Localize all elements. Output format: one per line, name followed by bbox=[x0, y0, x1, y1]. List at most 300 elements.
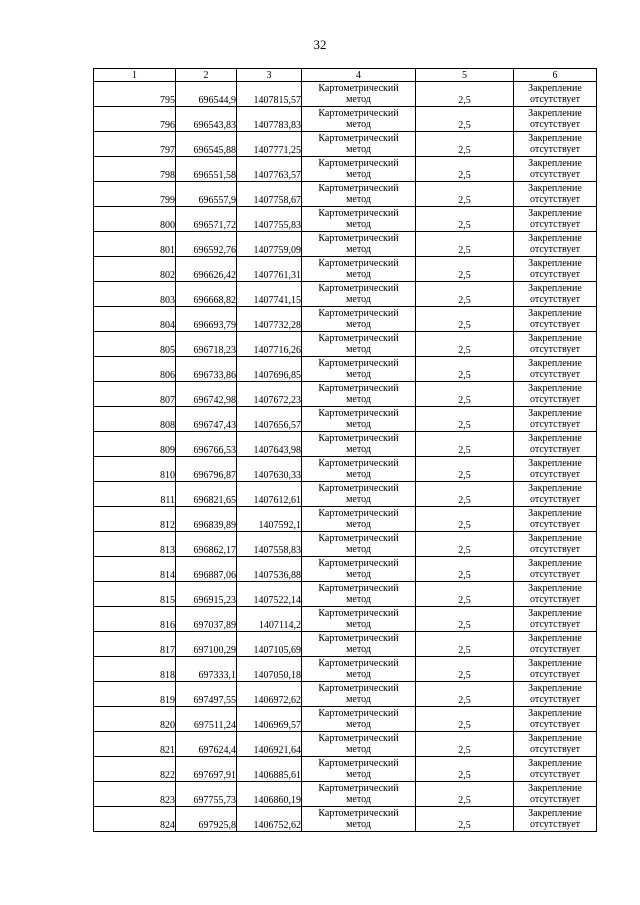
fixing-cell bbox=[514, 332, 597, 357]
fixing-line-2: отсутствует bbox=[529, 494, 581, 505]
method-line-2: метод bbox=[346, 494, 371, 505]
coord-x: 696887,06 bbox=[176, 557, 237, 582]
fixing-line-1: Закрепление bbox=[528, 533, 582, 544]
table-row bbox=[94, 457, 597, 482]
method-cell bbox=[302, 382, 416, 407]
method-line-2: метод bbox=[346, 419, 371, 430]
method-line-2: метод bbox=[346, 544, 371, 555]
table-row bbox=[94, 432, 597, 457]
fixing-cell bbox=[514, 107, 597, 132]
method-line-2: метод bbox=[346, 469, 371, 480]
accuracy: 2,5 bbox=[416, 557, 514, 582]
fixing-line-1: Закрепление bbox=[528, 708, 582, 719]
table-row bbox=[94, 507, 597, 532]
method-line-2: метод bbox=[346, 594, 371, 605]
accuracy: 2,5 bbox=[416, 282, 514, 307]
method-line-2: метод bbox=[346, 444, 371, 455]
table-row bbox=[94, 132, 597, 157]
fixing-line-2: отсутствует bbox=[529, 169, 581, 180]
method-line-2: метод bbox=[346, 619, 371, 630]
table-row bbox=[94, 682, 597, 707]
method-line-1: Картометрический bbox=[318, 783, 399, 794]
coord-y: 1407815,57 bbox=[237, 82, 302, 107]
accuracy: 2,5 bbox=[416, 107, 514, 132]
method-cell bbox=[302, 557, 416, 582]
coord-x: 697497,55 bbox=[176, 682, 237, 707]
method-line-2: метод bbox=[346, 794, 371, 805]
fixing-cell bbox=[514, 607, 597, 632]
fixing-line-1: Закрепление bbox=[528, 308, 582, 319]
coord-y: 1406972,62 bbox=[237, 682, 302, 707]
fixing-line-2: отсутствует bbox=[529, 744, 581, 755]
table-row bbox=[94, 407, 597, 432]
point-number: 800 bbox=[94, 207, 176, 232]
method-cell bbox=[302, 257, 416, 282]
method-cell bbox=[302, 732, 416, 757]
accuracy: 2,5 bbox=[416, 207, 514, 232]
fixing-cell bbox=[514, 757, 597, 782]
coord-x: 697925,8 bbox=[176, 807, 237, 832]
fixing-cell bbox=[514, 782, 597, 807]
method-cell bbox=[302, 807, 416, 832]
fixing-line-1: Закрепление bbox=[528, 808, 582, 819]
fixing-line-1: Закрепление bbox=[528, 233, 582, 244]
point-number: 795 bbox=[94, 82, 176, 107]
table-row bbox=[94, 182, 597, 207]
fixing-cell bbox=[514, 807, 597, 832]
method-line-2: метод bbox=[346, 369, 371, 380]
fixing-line-2: отсутствует bbox=[529, 619, 581, 630]
coord-x: 696742,98 bbox=[176, 382, 237, 407]
fixing-line-2: отсутствует bbox=[529, 794, 581, 805]
method-cell bbox=[302, 482, 416, 507]
fixing-cell bbox=[514, 482, 597, 507]
accuracy: 2,5 bbox=[416, 132, 514, 157]
coord-y: 1407755,83 bbox=[237, 207, 302, 232]
fixing-line-1: Закрепление bbox=[528, 433, 582, 444]
point-number: 797 bbox=[94, 132, 176, 157]
accuracy: 2,5 bbox=[416, 782, 514, 807]
accuracy: 2,5 bbox=[416, 707, 514, 732]
header-col-3: 3 bbox=[237, 69, 302, 82]
coord-x: 696915,23 bbox=[176, 582, 237, 607]
method-cell bbox=[302, 107, 416, 132]
coord-x: 696766,53 bbox=[176, 432, 237, 457]
accuracy: 2,5 bbox=[416, 507, 514, 532]
accuracy: 2,5 bbox=[416, 432, 514, 457]
fixing-cell bbox=[514, 432, 597, 457]
point-number: 802 bbox=[94, 257, 176, 282]
coord-x: 696571,72 bbox=[176, 207, 237, 232]
accuracy: 2,5 bbox=[416, 182, 514, 207]
fixing-line-2: отсутствует bbox=[529, 419, 581, 430]
fixing-line-2: отсутствует bbox=[529, 294, 581, 305]
fixing-line-1: Закрепление bbox=[528, 583, 582, 594]
coord-y: 1407558,83 bbox=[237, 532, 302, 557]
table-row bbox=[94, 107, 597, 132]
method-line-2: метод bbox=[346, 319, 371, 330]
point-number: 814 bbox=[94, 557, 176, 582]
method-cell bbox=[302, 532, 416, 557]
method-cell bbox=[302, 132, 416, 157]
method-cell bbox=[302, 457, 416, 482]
method-line-1: Картометрический bbox=[318, 358, 399, 369]
coord-x: 697511,24 bbox=[176, 707, 237, 732]
method-line-1: Картометрический bbox=[318, 183, 399, 194]
coord-y: 1407732,28 bbox=[237, 307, 302, 332]
method-line-1: Картометрический bbox=[318, 83, 399, 94]
method-cell bbox=[302, 632, 416, 657]
method-line-2: метод bbox=[346, 519, 371, 530]
method-line-1: Картометрический bbox=[318, 583, 399, 594]
table-row bbox=[94, 757, 597, 782]
table-row bbox=[94, 557, 597, 582]
coord-y: 1407758,67 bbox=[237, 182, 302, 207]
method-line-1: Картометрический bbox=[318, 433, 399, 444]
accuracy: 2,5 bbox=[416, 382, 514, 407]
fixing-cell bbox=[514, 707, 597, 732]
fixing-line-1: Закрепление bbox=[528, 83, 582, 94]
point-number: 798 bbox=[94, 157, 176, 182]
method-cell bbox=[302, 207, 416, 232]
point-number: 819 bbox=[94, 682, 176, 707]
coord-y: 1407105,69 bbox=[237, 632, 302, 657]
coord-y: 1407696,85 bbox=[237, 357, 302, 382]
fixing-line-1: Закрепление bbox=[528, 508, 582, 519]
fixing-line-1: Закрепление bbox=[528, 358, 582, 369]
method-line-2: метод bbox=[346, 744, 371, 755]
accuracy: 2,5 bbox=[416, 632, 514, 657]
coord-x: 697755,73 bbox=[176, 782, 237, 807]
point-number: 820 bbox=[94, 707, 176, 732]
coord-y: 1407672,23 bbox=[237, 382, 302, 407]
method-line-1: Картометрический bbox=[318, 408, 399, 419]
point-number: 824 bbox=[94, 807, 176, 832]
coord-x: 696592,76 bbox=[176, 232, 237, 257]
fixing-line-1: Закрепление bbox=[528, 483, 582, 494]
coord-y: 1406860,19 bbox=[237, 782, 302, 807]
table-row bbox=[94, 807, 597, 832]
fixing-line-2: отсутствует bbox=[529, 119, 581, 130]
fixing-cell bbox=[514, 507, 597, 532]
fixing-line-2: отсутствует bbox=[529, 544, 581, 555]
fixing-cell bbox=[514, 82, 597, 107]
accuracy: 2,5 bbox=[416, 232, 514, 257]
method-line-2: метод bbox=[346, 769, 371, 780]
method-line-1: Картометрический bbox=[318, 308, 399, 319]
point-number: 805 bbox=[94, 332, 176, 357]
method-line-1: Картометрический bbox=[318, 158, 399, 169]
fixing-line-2: отсутствует bbox=[529, 244, 581, 255]
header-col-2: 2 bbox=[176, 69, 237, 82]
fixing-line-1: Закрепление bbox=[528, 408, 582, 419]
table-row bbox=[94, 232, 597, 257]
table-row bbox=[94, 582, 597, 607]
coord-x: 696693,79 bbox=[176, 307, 237, 332]
point-number: 816 bbox=[94, 607, 176, 632]
fixing-cell bbox=[514, 232, 597, 257]
point-number: 804 bbox=[94, 307, 176, 332]
method-line-1: Картометрический bbox=[318, 283, 399, 294]
fixing-cell bbox=[514, 357, 597, 382]
coord-y: 1407643,98 bbox=[237, 432, 302, 457]
coord-x: 696668,82 bbox=[176, 282, 237, 307]
method-line-1: Картометрический bbox=[318, 383, 399, 394]
coord-x: 696543,83 bbox=[176, 107, 237, 132]
coord-x: 696733,86 bbox=[176, 357, 237, 382]
accuracy: 2,5 bbox=[416, 532, 514, 557]
fixing-line-2: отсутствует bbox=[529, 644, 581, 655]
method-line-1: Картометрический bbox=[318, 108, 399, 119]
coord-y: 1407759,09 bbox=[237, 232, 302, 257]
point-number: 809 bbox=[94, 432, 176, 457]
point-number: 813 bbox=[94, 532, 176, 557]
fixing-line-2: отсутствует bbox=[529, 819, 581, 830]
coordinates-table bbox=[93, 68, 597, 832]
fixing-line-2: отсутствует bbox=[529, 569, 581, 580]
point-number: 815 bbox=[94, 582, 176, 607]
header-col-5: 5 bbox=[416, 69, 514, 82]
method-line-2: метод bbox=[346, 694, 371, 705]
point-number: 796 bbox=[94, 107, 176, 132]
fixing-cell bbox=[514, 732, 597, 757]
coord-y: 1407761,31 bbox=[237, 257, 302, 282]
header-col-4: 4 bbox=[302, 69, 416, 82]
point-number: 810 bbox=[94, 457, 176, 482]
accuracy: 2,5 bbox=[416, 157, 514, 182]
coord-x: 697037,89 bbox=[176, 607, 237, 632]
fixing-line-2: отсутствует bbox=[529, 344, 581, 355]
point-number: 821 bbox=[94, 732, 176, 757]
accuracy: 2,5 bbox=[416, 457, 514, 482]
accuracy: 2,5 bbox=[416, 682, 514, 707]
coord-y: 1407763,57 bbox=[237, 157, 302, 182]
point-number: 807 bbox=[94, 382, 176, 407]
header-col-6: 6 bbox=[514, 69, 597, 82]
point-number: 801 bbox=[94, 232, 176, 257]
method-line-1: Картометрический bbox=[318, 608, 399, 619]
method-line-1: Картометрический bbox=[318, 708, 399, 719]
accuracy: 2,5 bbox=[416, 807, 514, 832]
table-row bbox=[94, 607, 597, 632]
method-line-1: Картометрический bbox=[318, 508, 399, 519]
fixing-cell bbox=[514, 182, 597, 207]
table-row bbox=[94, 632, 597, 657]
point-number: 803 bbox=[94, 282, 176, 307]
table-row bbox=[94, 732, 597, 757]
fixing-line-2: отсутствует bbox=[529, 219, 581, 230]
fixing-line-1: Закрепление bbox=[528, 658, 582, 669]
fixing-line-2: отсутствует bbox=[529, 669, 581, 680]
table-row bbox=[94, 207, 597, 232]
coord-x: 696862,17 bbox=[176, 532, 237, 557]
accuracy: 2,5 bbox=[416, 732, 514, 757]
method-line-1: Картометрический bbox=[318, 633, 399, 644]
method-cell bbox=[302, 407, 416, 432]
method-line-2: метод bbox=[346, 269, 371, 280]
method-line-1: Картометрический bbox=[318, 233, 399, 244]
method-line-1: Картометрический bbox=[318, 333, 399, 344]
fixing-line-1: Закрепление bbox=[528, 383, 582, 394]
coord-x: 696551,58 bbox=[176, 157, 237, 182]
coord-y: 1407656,57 bbox=[237, 407, 302, 432]
method-cell bbox=[302, 782, 416, 807]
fixing-cell bbox=[514, 407, 597, 432]
method-line-1: Картометрический bbox=[318, 758, 399, 769]
coord-x: 697624,4 bbox=[176, 732, 237, 757]
header-row bbox=[94, 69, 597, 82]
method-cell bbox=[302, 507, 416, 532]
coord-y: 1407783,83 bbox=[237, 107, 302, 132]
fixing-cell bbox=[514, 457, 597, 482]
fixing-line-1: Закрепление bbox=[528, 633, 582, 644]
fixing-line-2: отсутствует bbox=[529, 694, 581, 705]
header-col-1: 1 bbox=[94, 69, 176, 82]
method-line-2: метод bbox=[346, 194, 371, 205]
fixing-line-2: отсутствует bbox=[529, 194, 581, 205]
method-line-1: Картометрический bbox=[318, 133, 399, 144]
fixing-line-1: Закрепление bbox=[528, 758, 582, 769]
method-cell bbox=[302, 707, 416, 732]
table-row bbox=[94, 382, 597, 407]
method-line-1: Картометрический bbox=[318, 533, 399, 544]
fixing-line-1: Закрепление bbox=[528, 183, 582, 194]
method-cell bbox=[302, 232, 416, 257]
coord-y: 1406885,61 bbox=[237, 757, 302, 782]
method-cell bbox=[302, 332, 416, 357]
table-row bbox=[94, 257, 597, 282]
fixing-cell bbox=[514, 582, 597, 607]
method-line-1: Картометрический bbox=[318, 558, 399, 569]
fixing-line-1: Закрепление bbox=[528, 683, 582, 694]
coord-y: 1407592,1 bbox=[237, 507, 302, 532]
method-cell bbox=[302, 682, 416, 707]
method-line-2: метод bbox=[346, 119, 371, 130]
method-line-2: метод bbox=[346, 719, 371, 730]
table-row bbox=[94, 532, 597, 557]
method-line-2: метод bbox=[346, 244, 371, 255]
coord-y: 1407771,25 bbox=[237, 132, 302, 157]
method-line-1: Картометрический bbox=[318, 808, 399, 819]
accuracy: 2,5 bbox=[416, 82, 514, 107]
method-line-1: Картометрический bbox=[318, 208, 399, 219]
fixing-cell bbox=[514, 282, 597, 307]
table-row bbox=[94, 332, 597, 357]
fixing-line-2: отсутствует bbox=[529, 469, 581, 480]
method-line-1: Картометрический bbox=[318, 458, 399, 469]
coord-x: 696821,65 bbox=[176, 482, 237, 507]
method-line-2: метод bbox=[346, 669, 371, 680]
fixing-cell bbox=[514, 682, 597, 707]
point-number: 823 bbox=[94, 782, 176, 807]
fixing-cell bbox=[514, 157, 597, 182]
coord-x: 696796,87 bbox=[176, 457, 237, 482]
coord-y: 1407114,2 bbox=[237, 607, 302, 632]
coord-x: 696557,9 bbox=[176, 182, 237, 207]
method-cell bbox=[302, 282, 416, 307]
fixing-line-1: Закрепление bbox=[528, 133, 582, 144]
fixing-line-2: отсутствует bbox=[529, 94, 581, 105]
point-number: 799 bbox=[94, 182, 176, 207]
coord-y: 1406969,57 bbox=[237, 707, 302, 732]
table-row bbox=[94, 82, 597, 107]
fixing-line-1: Закрепление bbox=[528, 258, 582, 269]
fixing-line-2: отсутствует bbox=[529, 144, 581, 155]
coord-x: 696747,43 bbox=[176, 407, 237, 432]
coord-x: 696545,88 bbox=[176, 132, 237, 157]
fixing-cell bbox=[514, 307, 597, 332]
fixing-cell bbox=[514, 132, 597, 157]
accuracy: 2,5 bbox=[416, 332, 514, 357]
table-row bbox=[94, 707, 597, 732]
coord-y: 1406921,64 bbox=[237, 732, 302, 757]
coord-x: 697333,1 bbox=[176, 657, 237, 682]
fixing-line-1: Закрепление bbox=[528, 558, 582, 569]
method-line-2: метод bbox=[346, 344, 371, 355]
fixing-cell bbox=[514, 382, 597, 407]
fixing-line-2: отсутствует bbox=[529, 394, 581, 405]
fixing-cell bbox=[514, 207, 597, 232]
fixing-line-2: отсутствует bbox=[529, 269, 581, 280]
point-number: 818 bbox=[94, 657, 176, 682]
coord-y: 1407050,18 bbox=[237, 657, 302, 682]
coord-y: 1407630,33 bbox=[237, 457, 302, 482]
coord-x: 696718,23 bbox=[176, 332, 237, 357]
fixing-cell bbox=[514, 532, 597, 557]
method-cell bbox=[302, 157, 416, 182]
method-line-2: метод bbox=[346, 144, 371, 155]
coord-x: 696839,89 bbox=[176, 507, 237, 532]
fixing-line-2: отсутствует bbox=[529, 444, 581, 455]
point-number: 812 bbox=[94, 507, 176, 532]
fixing-line-2: отсутствует bbox=[529, 519, 581, 530]
method-line-2: метод bbox=[346, 294, 371, 305]
point-number: 808 bbox=[94, 407, 176, 432]
fixing-line-1: Закрепление bbox=[528, 733, 582, 744]
fixing-line-1: Закрепление bbox=[528, 783, 582, 794]
method-line-2: метод bbox=[346, 819, 371, 830]
accuracy: 2,5 bbox=[416, 357, 514, 382]
fixing-cell bbox=[514, 657, 597, 682]
method-cell bbox=[302, 432, 416, 457]
method-cell bbox=[302, 82, 416, 107]
fixing-line-2: отсутствует bbox=[529, 719, 581, 730]
method-line-1: Картометрический bbox=[318, 683, 399, 694]
point-number: 817 bbox=[94, 632, 176, 657]
method-line-1: Картометрический bbox=[318, 733, 399, 744]
method-line-2: метод bbox=[346, 169, 371, 180]
method-cell bbox=[302, 182, 416, 207]
coord-y: 1406752,62 bbox=[237, 807, 302, 832]
method-line-1: Картометрический bbox=[318, 658, 399, 669]
fixing-line-1: Закрепление bbox=[528, 158, 582, 169]
point-number: 806 bbox=[94, 357, 176, 382]
method-line-1: Картометрический bbox=[318, 258, 399, 269]
fixing-line-1: Закрепление bbox=[528, 283, 582, 294]
fixing-line-1: Закрепление bbox=[528, 458, 582, 469]
fixing-line-1: Закрепление bbox=[528, 608, 582, 619]
coord-y: 1407536,88 bbox=[237, 557, 302, 582]
point-number: 811 bbox=[94, 482, 176, 507]
method-line-2: метод bbox=[346, 394, 371, 405]
method-cell bbox=[302, 582, 416, 607]
table-row bbox=[94, 357, 597, 382]
fixing-line-2: отсутствует bbox=[529, 769, 581, 780]
fixing-line-2: отсутствует bbox=[529, 369, 581, 380]
coord-x: 697100,29 bbox=[176, 632, 237, 657]
fixing-cell bbox=[514, 557, 597, 582]
accuracy: 2,5 bbox=[416, 757, 514, 782]
